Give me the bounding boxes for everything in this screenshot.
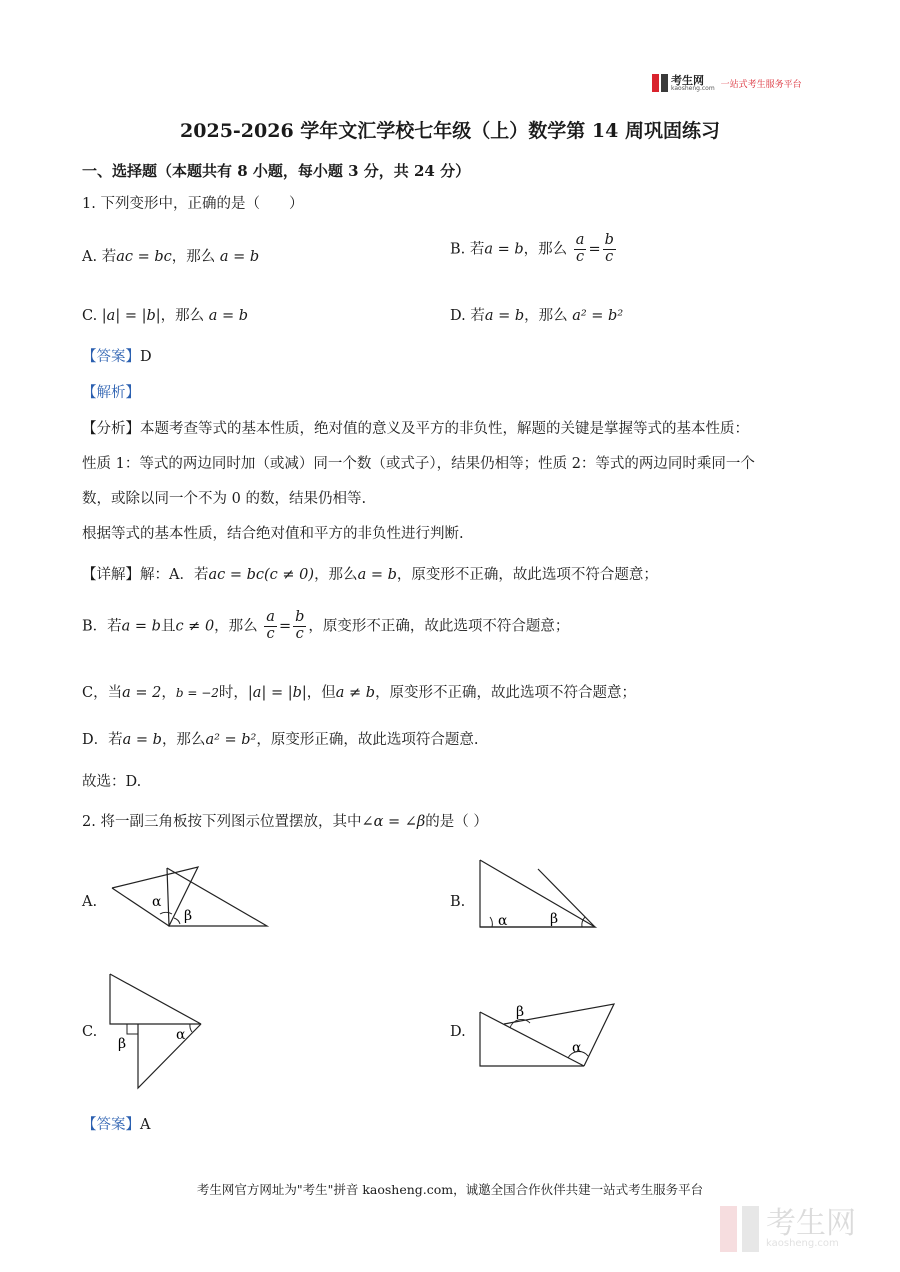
right-angle-mark bbox=[127, 1024, 138, 1034]
set-square-2 bbox=[167, 868, 267, 926]
beta-label: β bbox=[516, 1004, 525, 1020]
beta-arc bbox=[582, 917, 585, 927]
alpha-arc bbox=[160, 912, 172, 914]
q2-option-d-label[interactable]: D. bbox=[450, 1024, 466, 1040]
beta-label: β bbox=[184, 908, 193, 924]
q1-option-b[interactable]: B. 若a = b，那么 $\frac{a}{c}$ = $\frac{b}{c}$ bbox=[450, 232, 614, 265]
q1-answer: 【答案】D bbox=[82, 349, 152, 365]
beta-label: β bbox=[550, 911, 559, 927]
q2-stem: 2. 将一副三角板按下列图示位置摆放，其中∠α = ∠β的是（ ） bbox=[82, 814, 488, 830]
q1-stem: 1. 下列变形中，正确的是（ ） bbox=[82, 196, 304, 212]
q1-analysis-line-3: 数，或除以同一个不为 0 的数，结果仍相等. bbox=[82, 491, 367, 507]
q1-option-c[interactable]: C. |a| = |b|，那么 a = b bbox=[82, 308, 249, 324]
alpha-arc bbox=[190, 1024, 192, 1032]
kaosheng-watermark-icon bbox=[720, 1206, 760, 1252]
q1-analysis-line-2: 性质 1：等式的两边同时加（或减）同一个数（或式子），结果仍相等；性质 2：等式的两边同时乘同一个 bbox=[82, 456, 755, 472]
q1-option-d[interactable]: D. 若a = b，那么 a² = b² bbox=[450, 308, 624, 324]
q1-analysis-line-4: 根据等式的基本性质，结合绝对值和平方的非负性进行判断. bbox=[82, 526, 464, 542]
q2-figure-d bbox=[472, 998, 622, 1070]
q1-detail-b: B．若a = b且c ≠ 0，那么 $\frac{a}{c}$ = $\frac{b}{c}$ ，原变形不正确，故此选项不符合题意； bbox=[82, 609, 570, 642]
watermark-url: kaosheng.com bbox=[766, 1238, 839, 1249]
alpha-label: α bbox=[152, 894, 162, 910]
q1-choose: 故选：D. bbox=[82, 774, 142, 790]
logo-slogan: 一站式考生服务平台 bbox=[720, 79, 802, 90]
alpha-arc bbox=[490, 917, 492, 927]
q1-detail-a: 【详解】解：A．若ac = bc(c ≠ 0)，那么a = b，原变形不正确，故此选项不符合题意； bbox=[82, 567, 658, 583]
alpha-label: α bbox=[498, 913, 508, 929]
q2-option-a-label[interactable]: A. bbox=[82, 894, 98, 910]
q1-option-a[interactable]: A. 若ac = bc，那么 a = b bbox=[82, 249, 260, 265]
header-logo[interactable] bbox=[652, 72, 802, 94]
fraction-a-over-c: $\frac{a}{c}$ bbox=[575, 232, 585, 265]
q1-detail-d: D．若a = b，那么a² = b²，原变形正确，故此选项符合题意. bbox=[82, 732, 479, 748]
page-title: 2025-2026 学年文汇学校七年级（上）数学第 14 周巩固练习 bbox=[180, 120, 720, 142]
q1-analysis-label: 【解析】 bbox=[82, 385, 140, 401]
q2-option-c-label[interactable]: C. bbox=[82, 1024, 98, 1040]
q2-option-b-label[interactable]: B. bbox=[450, 894, 466, 910]
q2-figure-c bbox=[100, 968, 220, 1096]
logo-url: kaosheng.com bbox=[671, 84, 715, 92]
watermark bbox=[720, 1206, 856, 1252]
beta-label: β bbox=[118, 1036, 127, 1052]
alpha-label: α bbox=[176, 1027, 186, 1043]
q2-figure-b bbox=[470, 855, 610, 935]
set-square-1 bbox=[110, 974, 201, 1024]
q1-detail-c: C，当a = 2，b = −2时，|a| = |b|，但a ≠ b，原变形不正确，故此选项不符合题意； bbox=[82, 685, 637, 701]
set-square-2 bbox=[138, 1024, 201, 1088]
kaosheng-logo-icon bbox=[652, 74, 668, 92]
section-heading: 一、选择题（本题共有 8 小题，每小题 3 分，共 24 分） bbox=[82, 162, 471, 180]
q2-figure-a bbox=[100, 858, 280, 938]
q2-answer: 【答案】A bbox=[82, 1117, 151, 1133]
alpha-label: α bbox=[572, 1040, 582, 1056]
fraction-b-over-c: $\frac{b}{c}$ bbox=[604, 232, 614, 265]
watermark-name: 考生网 bbox=[766, 1206, 856, 1241]
logo-name: 考生网 bbox=[671, 73, 704, 87]
beta-arc bbox=[174, 918, 180, 924]
page-footer: 考生网官方网址为"考生"拼音 kaosheng.com，诚邀全国合作伙伴共建一站式考生服务平台 bbox=[196, 1182, 704, 1197]
q1-analysis-line-1: 【分析】本题考查等式的基本性质，绝对值的意义及平方的非负性，解题的关键是掌握等式的基本性质： bbox=[82, 421, 749, 437]
